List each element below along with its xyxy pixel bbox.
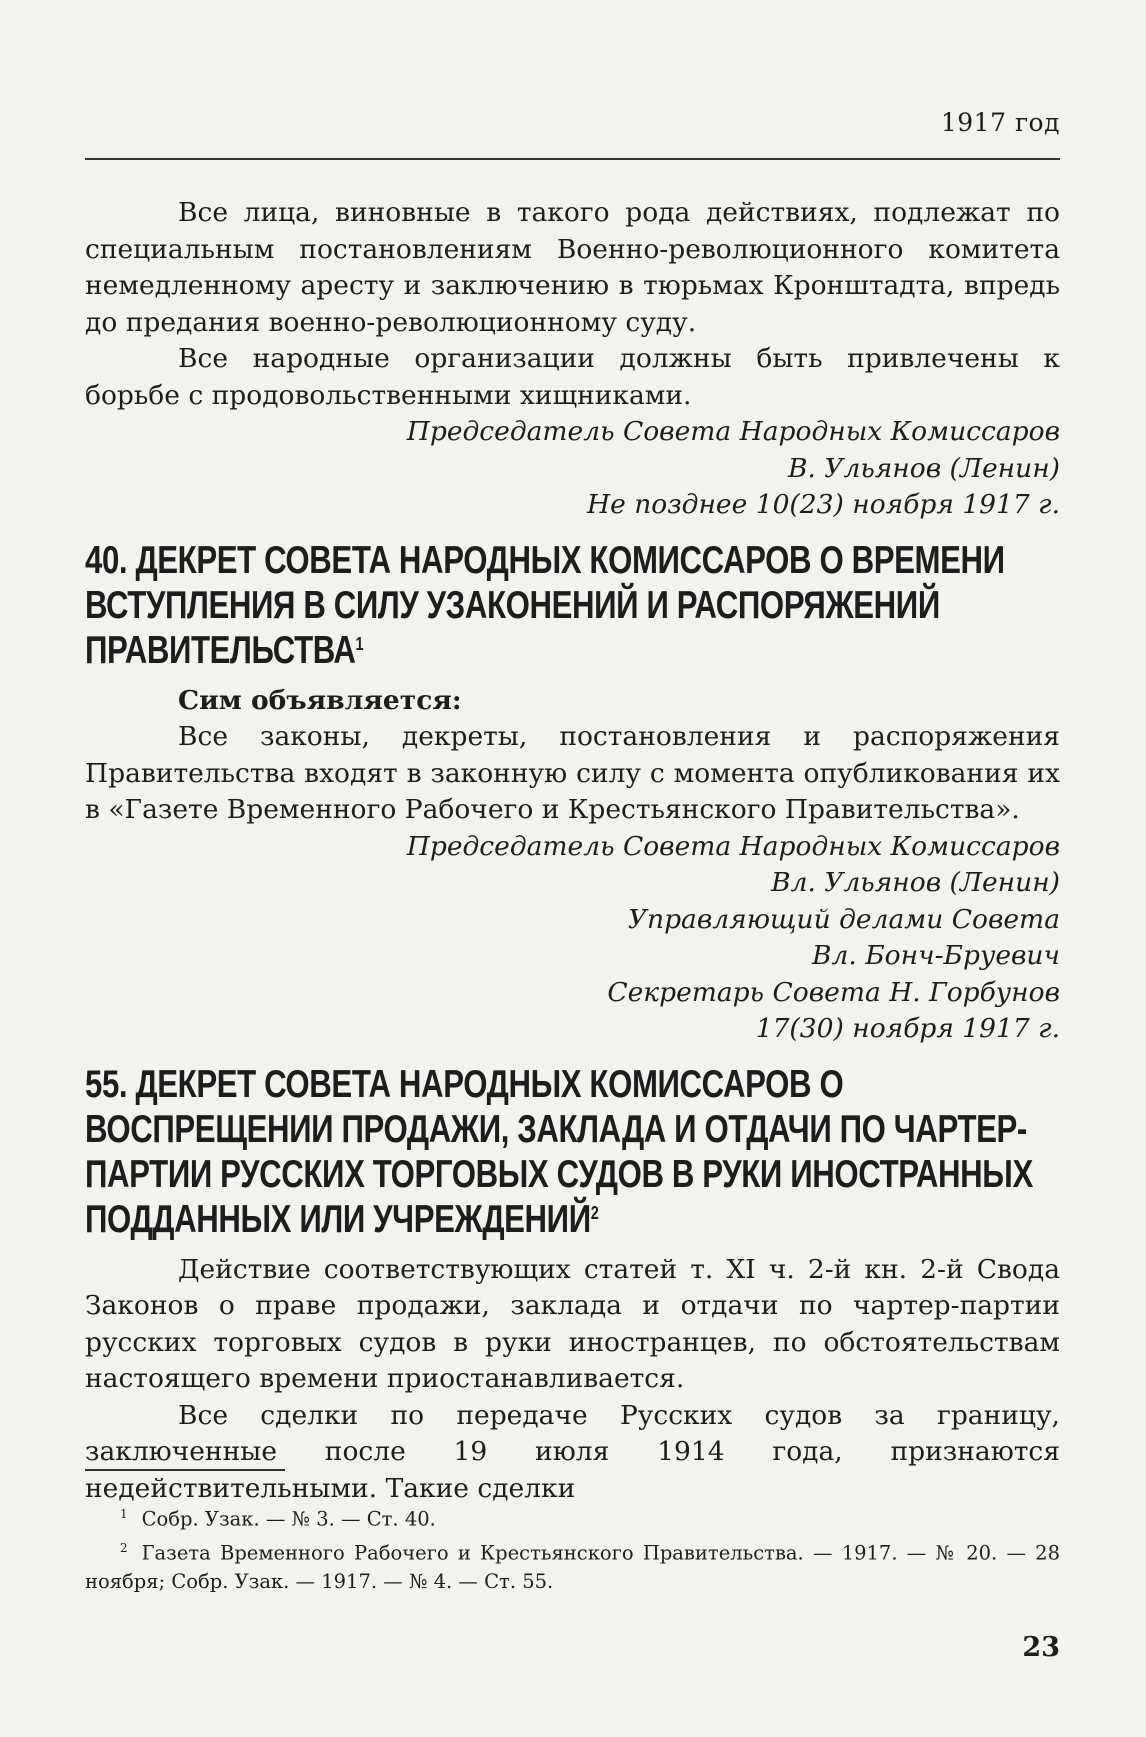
main-text	[85, 195, 1060, 1507]
decree-55-para2: Все сделки по передаче Русских судов за границу, заключенные после 19 июля 1914 года, признаются недействительными. Такие сделки	[85, 1399, 1060, 1504]
signature-date: Не позднее 10(23) ноября 1917 г.	[586, 489, 1060, 520]
decree-40-text: Все законы, декреты, постановления и распоряжения Правительства входят в законную силу с момента опубликования их в «Газете Временного Рабочего и Крестьянского Правительства».	[85, 721, 1060, 825]
footnote-rule	[85, 1469, 285, 1471]
page-number: 23	[1022, 1632, 1060, 1663]
decree-40-title	[85, 538, 1060, 673]
sig-chair-name: Вл. Ульянов (Ленин)	[771, 867, 1060, 898]
sig-secretary: Секретарь Совета Н. Горбунов	[607, 976, 1060, 1008]
sig-chair-title: Председатель Совета Народных Комиссаров	[406, 830, 1060, 862]
footnotes	[85, 1500, 1060, 1596]
footnote-number: 2	[120, 1540, 128, 1555]
running-header: 1917 год	[940, 108, 1060, 137]
decree-55-title-text: 55. ДЕКРЕТ СОВЕТА НАРОДНЫХ КОМИССАРОВ О ВОСПРЕЩЕНИИ ПРОДАЖИ, ЗАКЛАДА И ОТДАЧИ ПО ЧАРТЕР-ПАРТИИ РУССКИХ ТОРГОВЫХ СУДОВ В РУКИ ИНОСТРАННЫХ ПОДДАННЫХ ИЛИ УЧРЕЖДЕНИЙ	[85, 1062, 1033, 1241]
signature-name: В. Ульянов (Ленин)	[787, 452, 1060, 484]
sig-manager-name: Вл. Бонч-Бруевич	[812, 940, 1060, 971]
footnote	[85, 1534, 1060, 1597]
decree-40-date: 17(30) ноября 1917 г.	[755, 1013, 1060, 1044]
footnote-ref: 2	[590, 1202, 599, 1223]
footnote-text: Собр. Узак. — № 3. — Ст. 40.	[141, 1507, 436, 1531]
decree-55-title	[85, 1062, 1060, 1242]
paragraph: Все лица, виновные в такого рода действиях, подлежат по специальным постановлениям Военно-революционного комитета немедленному аресту и заключению в тюрьмах Кронштадта, впредь до предания военно-революционному суду.	[85, 197, 1060, 338]
footnote-number: 1	[120, 1507, 128, 1521]
decree-40-lead: Сим объявляется:	[178, 684, 462, 716]
header-rule	[85, 158, 1060, 160]
footnote-text: Газета Временного Рабочего и Крестьянского Правительства. — 1917. — № 20. — 28 ноября; Собр. Узак. — 1917. — № 4. — Ст. 55.	[85, 1541, 1060, 1593]
decree-40-title-text: 40. ДЕКРЕТ СОВЕТА НАРОДНЫХ КОМИССАРОВ О ВРЕМЕНИ ВСТУПЛЕНИЯ В СИЛУ УЗАКОНЕНИЙ И РАСПОРЯЖЕНИЙ ПРАВИТЕЛЬСТВА	[85, 538, 1005, 672]
signature-title: Председатель Совета Народных Комиссаров	[406, 416, 1060, 447]
footnote	[85, 1500, 1060, 1534]
footnote-ref: 1	[355, 633, 364, 654]
paragraph: Все народные организации должны быть привлечены к борьбе с продовольственными хищниками.	[85, 343, 1060, 411]
decree-55-para1: Действие соответствующих статей т. XI ч. 2-й кн. 2-й Свода Законов о праве продажи, заклада и отдачи по чартер-партии русских торговых судов в руки иностранцев, по обстоятельствам настоящего времени приостанавливается.	[85, 1253, 1060, 1394]
sig-manager-title: Управляющий делами Совета	[627, 903, 1060, 935]
